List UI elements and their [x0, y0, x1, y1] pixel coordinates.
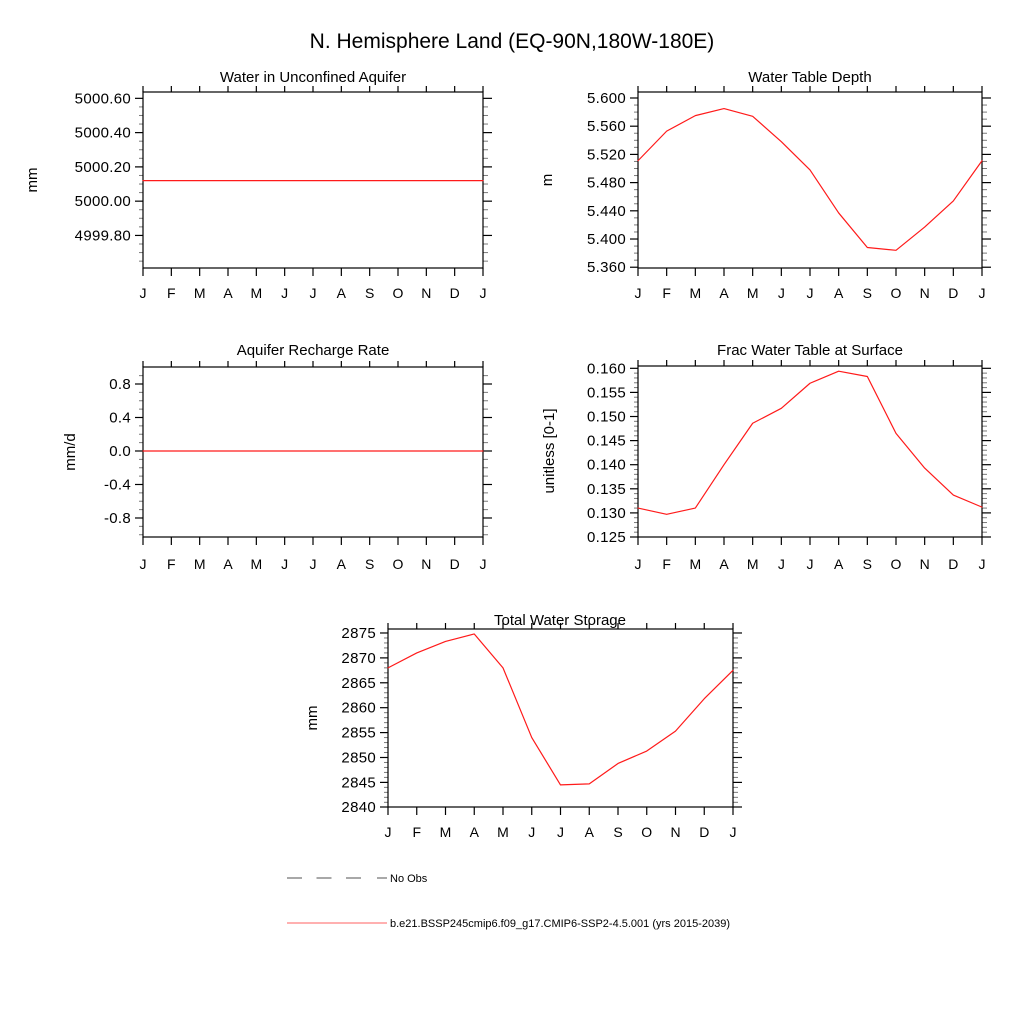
x-month-label: M: [193, 556, 206, 572]
legend: [287, 873, 730, 930]
x-month-label: D: [948, 285, 959, 301]
series-line: [388, 634, 733, 785]
chart-total-water-storage: [341, 623, 742, 840]
x-month-label: S: [613, 824, 623, 840]
y-axis-unit-mm-per-day: mm/d: [62, 433, 79, 471]
x-month-label: D: [449, 285, 460, 301]
x-month-label: J: [634, 285, 642, 301]
y-tick-label: 0.145: [586, 432, 626, 450]
x-month-label: J: [309, 556, 317, 572]
panel-title-total-water-storage: Total Water Storage: [493, 612, 627, 629]
y-axis-unit-mm-tws: mm: [304, 705, 321, 731]
panel-title-water-table-depth: Water Table Depth: [748, 69, 872, 86]
chart-aquifer-recharge-rate: [104, 361, 492, 572]
x-month-label: O: [890, 285, 902, 301]
y-tick-label: 0.160: [586, 360, 626, 378]
x-month-label: J: [806, 285, 814, 301]
y-tick-label: 5.480: [586, 174, 626, 192]
x-month-label: A: [223, 556, 233, 572]
plot-frame: [388, 629, 733, 807]
figure-main-title: N. Hemisphere Land (EQ-90N,180W-180E): [309, 30, 715, 53]
y-tick-label: 0.0: [109, 442, 131, 460]
x-month-label: S: [364, 556, 375, 572]
x-month-label: J: [139, 556, 147, 572]
x-month-label: J: [729, 824, 737, 840]
x-month-label: O: [392, 285, 404, 301]
x-month-label: J: [281, 556, 289, 572]
panel-title-water-unconfined-aquifer: Water in Unconfined Aquifer: [219, 69, 407, 86]
x-month-label: M: [689, 285, 702, 301]
y-tick-label: 5000.00: [74, 193, 131, 211]
x-month-label: M: [746, 556, 759, 572]
x-month-label: N: [421, 556, 432, 572]
x-month-label: F: [167, 285, 176, 301]
y-tick-label: 5.600: [586, 89, 626, 107]
x-month-label: A: [223, 285, 233, 301]
y-tick-label: -0.8: [103, 509, 131, 527]
x-month-label: J: [978, 556, 986, 572]
x-month-label: O: [641, 824, 653, 840]
x-month-label: F: [662, 556, 671, 572]
x-month-label: M: [746, 285, 759, 301]
y-tick-label: 2860: [341, 699, 376, 717]
x-month-label: J: [528, 824, 536, 840]
x-month-label: S: [364, 285, 375, 301]
x-month-label: M: [250, 285, 263, 301]
chart-water-table-depth: [587, 86, 991, 301]
y-tick-label: 0.135: [586, 480, 626, 498]
y-tick-label: 5.560: [586, 118, 626, 136]
panel-title-frac-water-table: Frac Water Table at Surface: [717, 342, 903, 359]
y-tick-label: 5.360: [586, 259, 626, 277]
y-tick-label: 0.140: [586, 456, 626, 474]
x-month-label: M: [689, 556, 702, 572]
y-tick-label: 5.400: [586, 231, 626, 249]
x-month-label: J: [777, 285, 785, 301]
x-month-label: J: [978, 285, 986, 301]
x-month-label: J: [281, 285, 289, 301]
x-month-label: N: [919, 285, 930, 301]
y-tick-label: 5000.40: [74, 124, 131, 142]
x-month-label: O: [392, 556, 404, 572]
x-month-label: M: [439, 824, 452, 840]
y-tick-label: 0.125: [586, 529, 626, 546]
x-month-label: A: [719, 285, 729, 301]
y-tick-label: 2870: [341, 649, 376, 667]
x-month-label: F: [662, 285, 671, 301]
x-month-label: J: [479, 556, 487, 572]
chart-water-unconfined-aquifer: [75, 86, 492, 301]
x-month-label: J: [479, 285, 487, 301]
x-month-label: M: [250, 556, 263, 572]
x-month-label: A: [336, 556, 347, 572]
x-month-label: F: [412, 824, 422, 840]
y-tick-label: 0.155: [586, 384, 626, 402]
x-month-label: D: [948, 556, 959, 572]
x-month-label: J: [806, 556, 814, 572]
x-month-label: D: [699, 824, 710, 840]
x-month-label: A: [833, 285, 844, 301]
x-month-label: J: [309, 285, 317, 301]
x-month-label: O: [890, 556, 902, 572]
plot-frame: [143, 367, 483, 537]
x-month-label: N: [421, 285, 432, 301]
y-axis-unit-unitless: unitless [0-1]: [541, 408, 558, 494]
y-tick-label: 2850: [341, 749, 376, 767]
series-line: [638, 371, 982, 514]
y-tick-label: 4999.80: [74, 227, 131, 245]
legend-no-obs-label: No Obs: [390, 873, 428, 885]
panel-title-aquifer-recharge-rate: Aquifer Recharge Rate: [236, 342, 390, 359]
x-month-label: A: [833, 556, 844, 572]
x-month-label: N: [670, 824, 681, 840]
y-tick-label: 2845: [341, 774, 376, 792]
legend-model-label: b.e21.BSSP245cmip6.f09_g17.CMIP6-SSP2-4.5.001 (yrs 2015-2039): [390, 918, 730, 930]
y-tick-label: 2855: [341, 724, 376, 742]
chart-frac-water-table: [587, 360, 991, 572]
plot-frame: [638, 366, 982, 537]
x-month-label: M: [193, 285, 206, 301]
x-month-label: A: [719, 556, 729, 572]
x-month-label: S: [862, 285, 873, 301]
y-axis-unit-m: m: [539, 173, 556, 187]
x-month-label: J: [634, 556, 642, 572]
y-tick-label: 5000.60: [74, 90, 131, 108]
x-month-label: J: [139, 285, 147, 301]
x-month-label: J: [384, 824, 392, 840]
y-axis-unit-mm: mm: [24, 167, 41, 193]
x-month-label: F: [167, 556, 176, 572]
x-month-label: A: [469, 824, 479, 840]
x-month-label: S: [862, 556, 873, 572]
x-month-label: M: [497, 824, 509, 840]
x-month-label: D: [449, 556, 460, 572]
y-tick-label: 0.150: [586, 408, 626, 426]
y-tick-label: 5.440: [586, 202, 626, 220]
y-tick-label: 2840: [341, 799, 376, 816]
y-tick-label: 0.130: [586, 504, 626, 522]
y-tick-label: 5.520: [586, 146, 626, 164]
series-line: [638, 109, 982, 251]
y-tick-label: 0.4: [109, 409, 131, 427]
x-month-label: A: [584, 824, 594, 840]
x-month-label: N: [919, 556, 930, 572]
y-tick-label: -0.4: [103, 476, 131, 494]
y-tick-label: 2875: [341, 624, 376, 642]
x-month-label: J: [557, 824, 564, 840]
y-tick-label: 2865: [341, 674, 376, 692]
x-month-label: J: [777, 556, 785, 572]
x-month-label: A: [336, 285, 347, 301]
y-tick-label: 5000.20: [74, 158, 131, 176]
y-tick-label: 0.8: [109, 376, 131, 393]
